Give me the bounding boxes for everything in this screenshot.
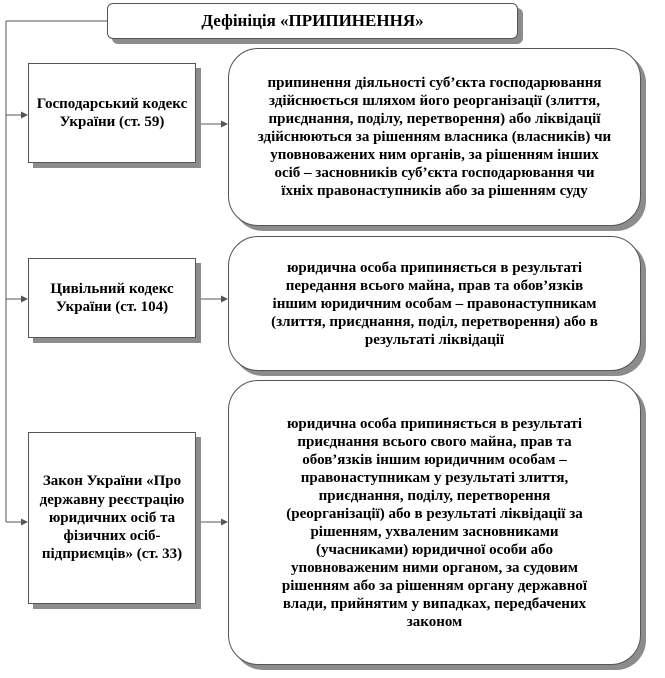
definition-box-registration-law — [228, 380, 641, 665]
definition-box-commercial-code — [228, 48, 641, 226]
source-box-registration-law — [28, 432, 196, 604]
source-box-commercial-code — [28, 63, 196, 163]
source-label: Цивільний кодекс України (ст. 104) — [50, 280, 174, 315]
definition-text: юридична особа припиняється в результаті передання всього майна, прав та обов’язків іншим юридичним особам – правонаступникам (злиття, приєднання, поділ, перетворення) або в результаті ліквідації — [271, 259, 598, 348]
definition-text: припинення діяльності суб’єкта господарювання здійснюється шляхом його реорганізації (злиття, приєднання, поділу, перетворення) або ліквідації здійснюються за рішенням власника (власників) чи уповноважених ним органів, за рішенням інших осіб – засновників суб’єкта господарювання чи їхніх правонаступників або за рішенням суду — [257, 75, 612, 199]
source-label: Закон України «Про державну реєстрацію юридичних осіб та фізичних осіб-підприємців» (ст. 33) — [39, 473, 185, 563]
diagram-title: Дефініція «ПРИПИНЕННЯ» — [107, 3, 518, 39]
source-box-civil-code — [28, 258, 196, 338]
source-label: Господарський кодекс України (ст. 59) — [36, 95, 188, 130]
definition-text: юридична особа припиняється в результаті приєднання всього свого майна, прав та обов’язків іншим юридичним особам – правонаступникам у результаті злиття, приєднання, поділу, перетворення (реорганізації) або в результаті ліквідації за рішенням, ухваленим засновниками (учасниками) юридичної особи або уповноваженим ними органом, за судовим рішенням або за рішенням органу державної влади, прийнятим у випадках, передбачених законом — [281, 415, 588, 630]
definition-box-civil-code — [228, 236, 641, 371]
